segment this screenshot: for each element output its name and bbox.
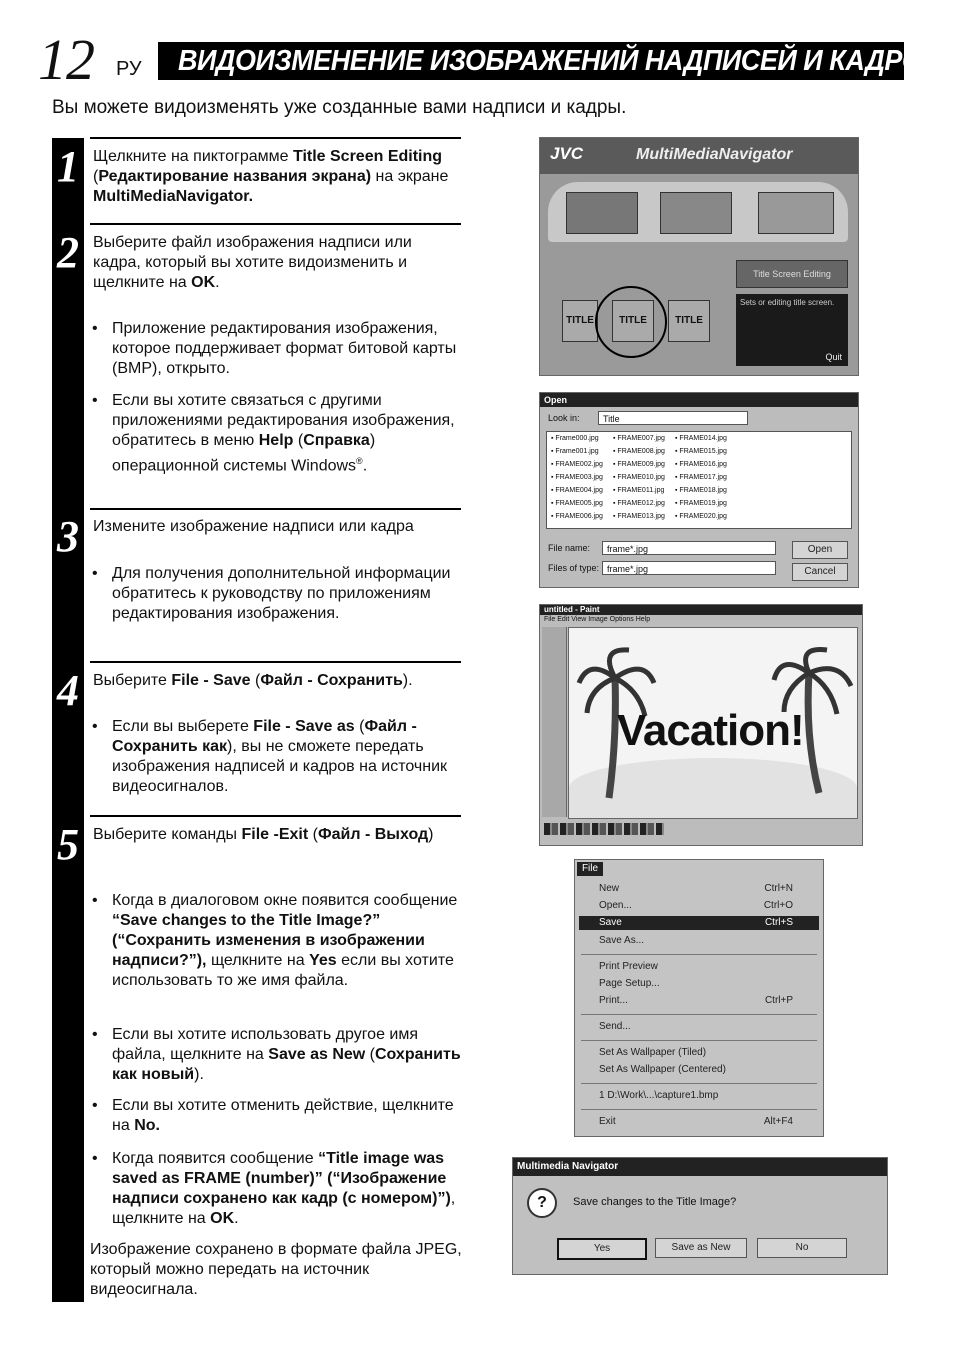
menu-item-exit[interactable]: Exit Alt+F4 bbox=[599, 1116, 793, 1127]
no-button[interactable]: No bbox=[757, 1238, 847, 1258]
paint-toolbox[interactable] bbox=[542, 627, 567, 817]
color-palette[interactable] bbox=[544, 823, 664, 835]
menu-item-open[interactable]: Open... Ctrl+O bbox=[599, 900, 793, 911]
file-item[interactable]: ▪ FRAME019.jpg bbox=[675, 500, 727, 507]
step-5-bullet-1: • Когда в диалоговом окне появится сообщение “Save changes to the Title Image?” (“Сохранить изменения в изображении надписи?”), щелкните на Yes если вы хотите использовать то же имя файла. bbox=[92, 891, 472, 991]
file-item[interactable]: ▪ FRAME014.jpg bbox=[675, 435, 727, 442]
paint-menu[interactable]: File Edit View Image Options Help bbox=[544, 616, 651, 623]
open-dialog-title: Open bbox=[540, 393, 858, 407]
file-item[interactable]: ▪ FRAME008.jpg bbox=[613, 448, 665, 455]
jvc-logo: JVC bbox=[550, 144, 584, 163]
menu-separator bbox=[581, 1014, 817, 1015]
filetype-label: Files of type: bbox=[548, 563, 600, 573]
file-item[interactable]: ▪ FRAME007.jpg bbox=[613, 435, 665, 442]
quit-button[interactable]: Quit bbox=[825, 352, 842, 362]
open-button[interactable]: Open bbox=[792, 541, 848, 559]
menu-item-print[interactable]: Print... Ctrl+P bbox=[599, 995, 793, 1006]
step-3-bullet-1: • Для получения дополнительной информации обратитесь к руководству по приложениям редактирования изображения. bbox=[92, 564, 472, 624]
step-number-5: 5 bbox=[57, 820, 79, 869]
file-item[interactable]: ▪ FRAME006.jpg bbox=[551, 513, 603, 520]
filetype-select[interactable]: frame*.jpg bbox=[602, 561, 776, 575]
dialog-title: Multimedia Navigator bbox=[513, 1158, 887, 1176]
file-item[interactable]: ▪ FRAME020.jpg bbox=[675, 513, 727, 520]
file-menu-label[interactable]: File bbox=[577, 862, 603, 876]
filename-input[interactable]: frame*.jpg bbox=[602, 541, 776, 555]
divider bbox=[90, 661, 461, 663]
step-5-bullet-2: • Если вы хотите использовать другое имя файла, щелкните на Save as New (Сохранить как новый). bbox=[92, 1025, 472, 1085]
divider bbox=[90, 137, 461, 139]
file-list[interactable] bbox=[546, 431, 852, 529]
title-screen-editing-label: Title Screen Editing bbox=[736, 260, 848, 288]
menu-separator bbox=[581, 1040, 817, 1041]
menu-item-save-as[interactable]: Save As... bbox=[599, 935, 645, 946]
divider bbox=[90, 815, 461, 817]
file-item[interactable]: ▪ FRAME002.jpg bbox=[551, 461, 603, 468]
screenshot-save-dialog bbox=[512, 1157, 888, 1275]
file-item[interactable]: ▪ FRAME004.jpg bbox=[551, 487, 603, 494]
page-title: ВИДОИЗМЕНЕНИЕ ИЗОБРАЖЕНИЙ НАДПИСЕЙ И КАДРОВ bbox=[178, 45, 942, 77]
step-sidebar bbox=[52, 138, 84, 1302]
mmn-tip-text: Sets or editing title screen. bbox=[740, 298, 835, 307]
step-1-text: Щелкните на пиктограмме Title Screen Editing (Редактирование названия экрана) на экране MultiMediaNavigator. bbox=[93, 148, 449, 205]
screenshot-paint bbox=[539, 604, 863, 846]
file-item[interactable]: ▪ Frame000.jpg bbox=[551, 435, 599, 442]
screenshot-file-menu bbox=[574, 859, 824, 1137]
step-number-2: 2 bbox=[57, 228, 79, 277]
language-label: РУ bbox=[116, 58, 142, 80]
intro-text: Вы можете видоизменять уже созданные вами надписи и кадры. bbox=[52, 97, 627, 118]
mmn-tip-panel bbox=[736, 294, 848, 366]
menu-item-send[interactable]: Send... bbox=[599, 1021, 631, 1032]
look-in-select[interactable]: Title bbox=[598, 411, 748, 425]
menu-item-page-setup[interactable]: Page Setup... bbox=[599, 978, 660, 989]
screenshot-open-dialog bbox=[539, 392, 859, 588]
file-item[interactable]: ▪ FRAME016.jpg bbox=[675, 461, 727, 468]
step-2-text: Выберите файл изображения надписи или кадра, который вы хотите видоизменить и щелкните на OK. bbox=[93, 234, 412, 291]
step-3-text: Измените изображение надписи или кадра bbox=[93, 518, 414, 535]
menu-item-recent-file[interactable]: 1 D:\Work\...\capture1.bmp bbox=[599, 1090, 719, 1101]
menu-separator bbox=[581, 954, 817, 955]
save-as-new-button[interactable]: Save as New bbox=[655, 1238, 747, 1258]
step-number-4: 4 bbox=[57, 666, 79, 715]
menu-item-wallpaper-centered[interactable]: Set As Wallpaper (Centered) bbox=[599, 1064, 726, 1075]
title-icon-3[interactable]: TITLE bbox=[668, 300, 710, 342]
file-item[interactable]: ▪ FRAME018.jpg bbox=[675, 487, 727, 494]
paint-canvas[interactable] bbox=[568, 627, 858, 819]
step-5-bullet-4: • Когда появится сообщение “Title image was saved as FRAME (number)” (“Изображение надписи сохранено как кадр (с номером)”), щелкните на OK. bbox=[92, 1149, 472, 1229]
yes-button[interactable]: Yes bbox=[557, 1238, 647, 1260]
divider bbox=[90, 223, 461, 225]
cancel-button[interactable]: Cancel bbox=[792, 563, 848, 581]
file-item[interactable]: ▪ FRAME003.jpg bbox=[551, 474, 603, 481]
step-4-bullet-1: • Если вы выберете File - Save as (Файл - Сохранить как), вы не сможете передать изображения надписей и кадров на источник видеосигналов. bbox=[92, 717, 472, 797]
file-item[interactable]: ▪ Frame001.jpg bbox=[551, 448, 599, 455]
video-tile[interactable] bbox=[758, 192, 834, 234]
picture-navigator-tile[interactable] bbox=[566, 192, 638, 234]
step-number-3: 3 bbox=[57, 512, 79, 561]
step-2-bullet-1: • Приложение редактирования изображения, которое поддерживает формат битовой карты (BMP), открыто. bbox=[92, 319, 472, 379]
file-item[interactable]: ▪ FRAME013.jpg bbox=[613, 513, 665, 520]
divider bbox=[90, 508, 461, 510]
paint-title: untitled - Paint bbox=[540, 605, 862, 615]
file-item[interactable]: ▪ FRAME015.jpg bbox=[675, 448, 727, 455]
mmn-main-tiles bbox=[548, 182, 848, 242]
step-5-bullet-3: • Если вы хотите отменить действие, щелкните на No. bbox=[92, 1096, 472, 1136]
mmn-app-title: MultiMediaNavigator bbox=[636, 146, 793, 163]
file-item[interactable]: ▪ FRAME005.jpg bbox=[551, 500, 603, 507]
step-number-1: 1 bbox=[57, 142, 79, 191]
highlight-circle bbox=[595, 286, 667, 358]
look-in-label: Look in: bbox=[548, 413, 580, 423]
step-5-text: Выберите команды File -Exit (Файл - Выход) bbox=[93, 826, 434, 843]
menu-item-print-preview[interactable]: Print Preview bbox=[599, 961, 658, 972]
file-item[interactable]: ▪ FRAME009.jpg bbox=[613, 461, 665, 468]
page-number: 12 bbox=[38, 27, 94, 92]
menu-separator bbox=[581, 1109, 817, 1110]
file-item[interactable]: ▪ FRAME017.jpg bbox=[675, 474, 727, 481]
menu-separator bbox=[581, 1083, 817, 1084]
title-screen-editing-icon[interactable]: TITLE bbox=[612, 300, 654, 342]
file-item[interactable]: ▪ FRAME010.jpg bbox=[613, 474, 665, 481]
screenshot-multimedia-navigator bbox=[539, 137, 859, 376]
final-note: Изображение сохранено в формате файла JPEG, который можно передать на источник видеосигнала. bbox=[90, 1241, 462, 1298]
menu-item-new[interactable]: New Ctrl+N bbox=[599, 883, 793, 894]
filename-label: File name: bbox=[548, 543, 591, 553]
menu-item-save[interactable]: Save Ctrl+S bbox=[579, 916, 819, 930]
dialog-message: Save changes to the Title Image? bbox=[573, 1196, 737, 1208]
menu-item-wallpaper-tiled[interactable]: Set As Wallpaper (Tiled) bbox=[599, 1047, 707, 1058]
page-title-bar bbox=[158, 42, 942, 80]
vacation-text: Vacation! bbox=[617, 706, 804, 755]
step-4-text: Выберите File - Save (Файл - Сохранить). bbox=[93, 672, 413, 689]
photo-tile[interactable] bbox=[660, 192, 732, 234]
step-2-bullet-2: • Если вы хотите связаться с другими приложениями редактирования изображения, обратитесь в меню Help (Справка) операционной системы Windows®. bbox=[92, 391, 472, 476]
question-icon: ? bbox=[527, 1188, 557, 1218]
file-item[interactable]: ▪ FRAME012.jpg bbox=[613, 500, 665, 507]
title-icon-1[interactable]: TITLE bbox=[562, 300, 598, 342]
file-item[interactable]: ▪ FRAME011.jpg bbox=[613, 487, 665, 494]
